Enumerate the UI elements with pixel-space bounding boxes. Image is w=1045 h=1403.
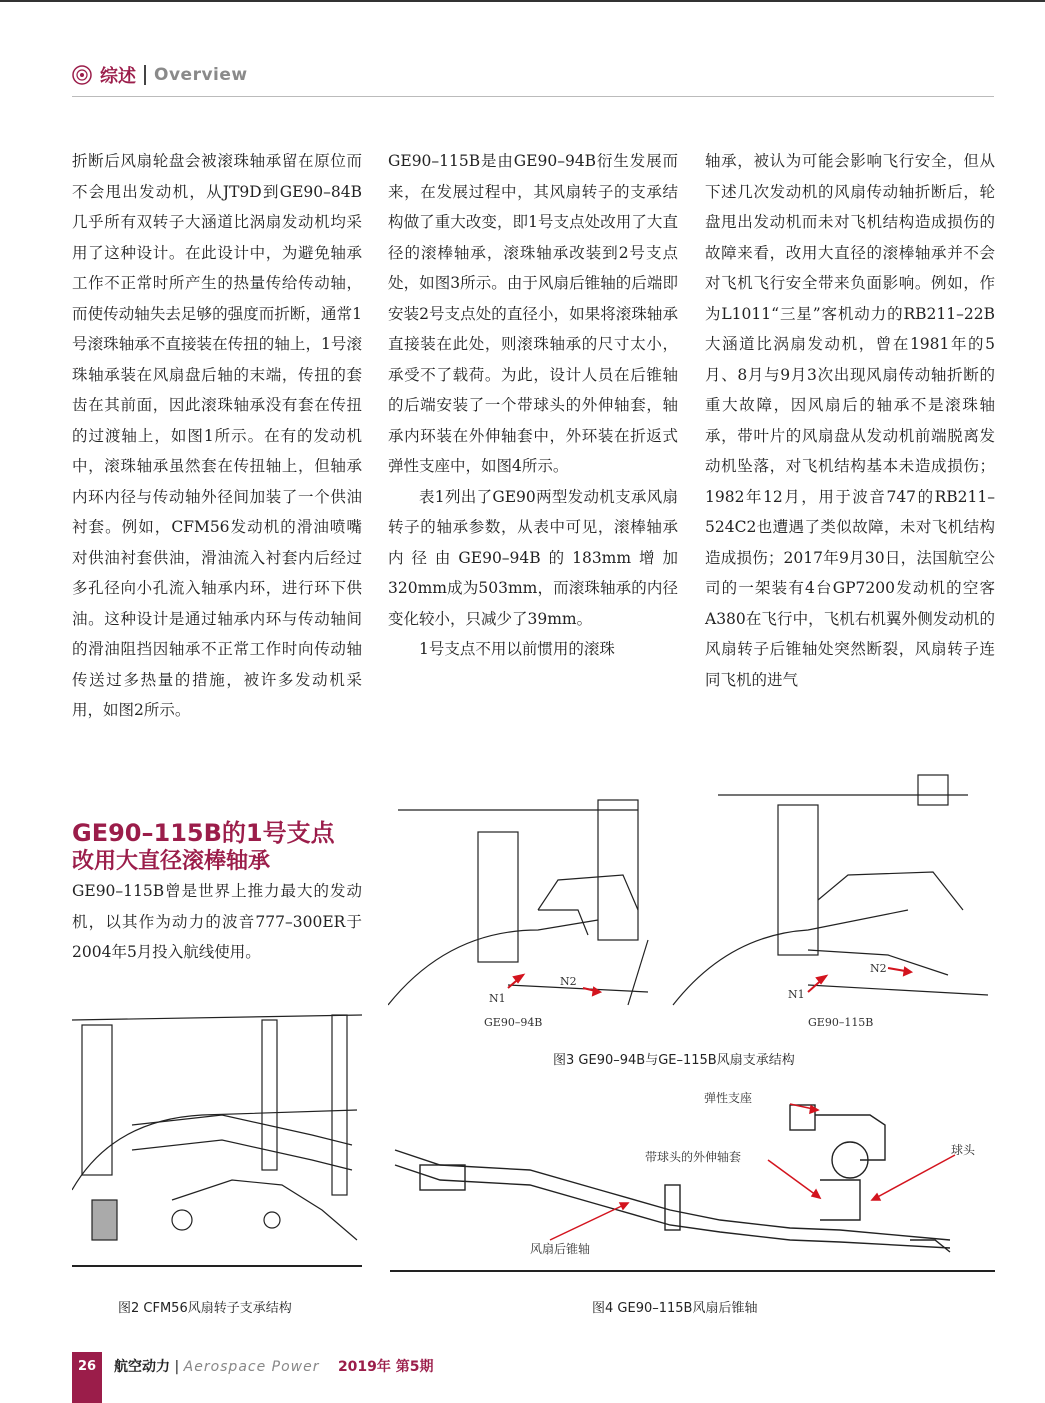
figure-3-label-right: GE90–115B [808,1016,874,1029]
journal-name-cn: 航空动力 [114,1359,170,1375]
column-3-text: 轴承，被认为可能会影响飞行安全，但从下述几次发动机的风扇传动轴折断后，轮盘甩出发动机而未对飞机结构造成损伤的故障来看，改用大直径的滚棒轴承并不会对飞机飞行安全带来负面影响。例如，作为L1011“三星”客机动力的RB211–22B大涵道比涡扇发动机，曾在1981年的5月、8月与9月3次出现风扇传动轴折断的重大故障，因风扇后的轴承不是滚珠轴承，带叶片的风扇盘从发动机前端脱离发动机坠落，对飞机结构基本未造成损伤；1982年12月，用于波音747的RB211–524C2也遭遇了类似故障，未对飞机结构造成损伤；2017年9月30日，法国航空公司的一架装有4台GP7200发动机的空客A380在飞行中，飞机右机翼外侧发动机的风扇转子后锥轴处突然断裂，风扇转子连同飞机的进气 [705,152,995,689]
section-divider [144,65,146,85]
journal-logo-icon [72,65,92,85]
column-3 [705,146,995,695]
footer-journal [114,1356,434,1376]
column-1-text: 折断后风扇轮盘会被滚珠轴承留在原位而不会甩出发动机，从JT9D到GE90–84B几乎所有双转子大涵道比涡扇发动机均采用了这种设计。在此设计中，为避免轴承工作不正常时所产生的热量传给传动轴，而使传动轴失去足够的强度而折断，通常1号滚珠轴承不直接装在传扭的轴上，1号滚珠轴承装在风扇盘后轴的末端，传扭的套齿在其前面，因此滚珠轴承没有套在传扭的过渡轴上，如图1所示。在有的发动机中，滚珠轴承虽然套在传扭轴上，但轴承内环内径与传动轴外径间加装了一个供油衬套。例如，CFM56发动机的滑油喷嘴对供油衬套供油，滑油流入衬套内后经过多孔径向小孔流入轴承内环，进行环下供油。这种设计是通过轴承内环与传动轴间的滑油阻挡因轴承不正常工作时向传动轴传送过多热量的措施，被许多发动机采用，如图2所示。 [72,152,362,719]
figure-4-label-support: 弹性支座 [704,1091,753,1105]
column-2-paragraph-3: 1号支点不用以前惯用的滚珠 [419,640,615,658]
column-2-paragraph-2: 表1列出了GE90两型发动机支承风扇转子的轴承参数，从表中可见，滚棒轴承内径由GE90–94B的183mm增加320mm成为503mm，而滚珠轴承的内径变化较小，只减少了39mm。 [388,487,678,628]
section-title-line-2: 改用大直径滚棒轴承 [72,849,271,874]
column-1 [72,146,362,726]
figure-3-n2-left: N2 [560,975,577,988]
figure-4-drawing [390,1080,995,1280]
page-number: 26 [72,1352,102,1382]
section-title-line-1: GE90–115B的1号支点 [72,819,335,847]
figure-3-label-left: GE90–94B [484,1016,543,1029]
column-2 [388,146,678,665]
journal-name-en: Aerospace Power [183,1359,320,1375]
figure-4-label-ball: 球头 [951,1143,976,1157]
footer-divider: | [174,1359,184,1375]
figure-4-label-shaft: 风扇后锥轴 [530,1242,591,1256]
figure-3-caption: 图3 GE90–94B与GE–115B风扇支承结构 [553,1053,795,1068]
top-border [0,0,1045,2]
figure-3-n2-right: N2 [870,962,887,975]
figure-4-caption: 图4 GE90–115B风扇后锥轴 [592,1301,758,1316]
section-name-en: Overview [154,65,248,85]
section-name-cn: 综述 [100,66,136,87]
section-header [72,60,248,90]
figure-2-caption: 图2 CFM56风扇转子支承结构 [118,1301,292,1316]
section-title [72,818,372,876]
figure-4-label-sleeve: 带球头的外伸轴套 [645,1150,742,1164]
section-intro: GE90–115B曾是世界上推力最大的发动机，以其作为动力的波音777–300ER于2004年5月投入航线使用。 [72,882,362,961]
figure-2-drawing [72,1010,362,1275]
journal-issue: 2019年 第5期 [337,1359,434,1375]
column-2-paragraph-1: GE90–115B是由GE90–94B衍生发展而来，在发展过程中，其风扇转子的支承结构做了重大改变，即1号支点处改用了大直径的滚棒轴承，滚珠轴承改装到2号支点处，如图3所示。由于风扇后锥轴的后端即安装2号支点处的直径小，如果将滚珠轴承直接装在此处，则滚珠轴承的尺寸太小，承受不了载荷。为此，设计人员在后锥轴的后端安装了一个带球头的外伸轴套，轴承内环装在外伸轴套中，外环装在折返式弹性支座中，如图4所示。 [388,152,678,475]
figure-3-drawing [388,760,995,1010]
figure-3-n1-right: N1 [788,988,805,1001]
header-rule [72,96,994,97]
figure-3-n1-left: N1 [489,992,506,1005]
page-number-bar [72,1382,102,1403]
